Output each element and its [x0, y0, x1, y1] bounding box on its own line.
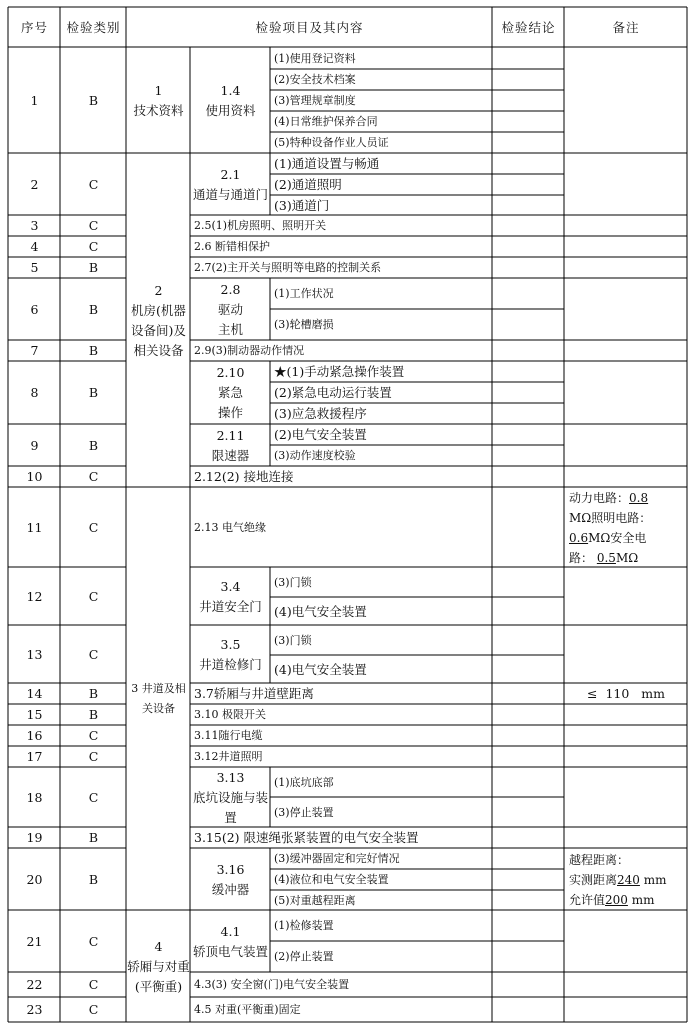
remark-value: 240: [617, 872, 640, 887]
item-r7: [191, 341, 495, 361]
header-remark-text: 备注: [612, 19, 640, 35]
header-conclusion: [493, 8, 564, 47]
remark-label: 路：: [569, 550, 594, 565]
subitem-i35_3-text: (3)门锁: [274, 633, 312, 647]
row-category: [61, 911, 126, 972]
row-category: [61, 705, 126, 725]
row-category-text: C: [88, 1002, 99, 1017]
row-category: [61, 849, 126, 910]
row-seq-text: 7: [30, 343, 39, 358]
row-category-text: B: [88, 385, 99, 400]
row-seq-text: 10: [26, 469, 43, 484]
row-category: [61, 973, 126, 997]
row-category-text: C: [88, 789, 99, 805]
subitem-i21_2: [271, 175, 495, 195]
header-conclusion-text: 检验结论: [501, 19, 556, 35]
row-category: [61, 425, 126, 466]
group-g14: [191, 48, 270, 153]
group-g211-text: 2.11 限速器: [211, 427, 250, 463]
row-category: [61, 279, 126, 340]
item-r23: [191, 998, 495, 1022]
group-g21-text: 2.1 通道与通道门: [192, 166, 268, 202]
subitem-i35_3: [271, 626, 495, 655]
row-category-text: B: [88, 686, 99, 701]
row-seq-text: 20: [26, 871, 43, 887]
remark-insulation: [565, 488, 691, 567]
subitem-i316_5-text: (5)对重越程距离: [274, 893, 356, 907]
subitem-i316_3-text: (3)缓冲器固定和完好情况: [274, 852, 400, 865]
item-r22: [191, 973, 495, 997]
row-seq: [9, 488, 60, 567]
row-seq: [9, 568, 60, 625]
row-seq: [9, 258, 60, 278]
subitem-i316_5: [271, 891, 495, 910]
subitem-i211_2-text: (2)电气安全装置: [274, 427, 367, 442]
subitem-i41_2-text: (2)停止装置: [274, 950, 334, 963]
item-r15: [191, 705, 495, 725]
row-seq: [9, 768, 60, 827]
item-r5: [191, 258, 495, 278]
section-hoistway: [127, 488, 190, 910]
group-g21: [191, 154, 270, 215]
item-r7-text: 2.9(3)制动器动作情况: [194, 344, 305, 357]
row-seq: [9, 849, 60, 910]
subitem-i316_3: [271, 849, 495, 869]
row-category-text: B: [88, 437, 99, 453]
row-seq-text: 8: [30, 385, 39, 400]
subitem-i313_3: [271, 798, 495, 827]
subitem-i14_5: [271, 133, 495, 153]
row-category-text: C: [88, 933, 99, 949]
subitem-i34_3-text: (3)门锁: [274, 575, 312, 589]
row-seq-text: 15: [26, 707, 43, 722]
row-category: [61, 467, 126, 487]
row-category-text: C: [88, 218, 99, 233]
remark-value: 0.5: [596, 550, 616, 565]
subitem-i210_2-text: (2)紧急电动运行装置: [274, 385, 392, 400]
subitem-i14_1-text: (1)使用登记资料: [274, 51, 356, 65]
row-category-text: C: [88, 176, 99, 192]
group-g313: [191, 768, 270, 827]
subitem-i210_3: [271, 404, 495, 424]
item-r22-text: 4.3(3) 安全窗(门)电气安全装置: [194, 978, 350, 991]
row-category-text: C: [88, 519, 99, 535]
remark-unit: mm: [631, 892, 655, 907]
section-machine-room: [127, 154, 190, 487]
row-seq: [9, 341, 60, 361]
subitem-i211_2: [271, 425, 495, 445]
group-g210: [191, 362, 270, 424]
remark-overtravel-text: [569, 850, 667, 910]
remark-value: 0.6: [569, 530, 589, 545]
row-category-text: B: [88, 92, 99, 108]
row-seq-text: 3: [30, 218, 39, 233]
remark-insulation-text: [569, 488, 651, 567]
row-category: [61, 726, 126, 746]
row-seq-text: 18: [26, 789, 43, 805]
section-car-counterweight-text: 4 轿厢与对重(平衡重): [127, 938, 190, 994]
group-g28-text: 2.8 驱动 主机: [217, 281, 243, 337]
item-r14-text: 3.7轿厢与井道壁距离: [194, 686, 314, 701]
remark-overtravel: [565, 849, 691, 910]
subitem-i34_4: [271, 598, 495, 625]
header-seq: [9, 8, 60, 47]
row-category-text: C: [88, 749, 99, 764]
subitem-i210_1-text: ★(1)手动紧急操作装置: [274, 364, 405, 379]
row-seq-text: 2: [30, 176, 39, 192]
row-category: [61, 488, 126, 567]
item-r5-text: 2.7(2)主开关与照明等电路的控制关系: [194, 261, 382, 274]
row-category-text: B: [88, 871, 99, 887]
group-g210-text: 2.10 紧急 操作: [216, 365, 245, 420]
group-g34-text: 3.4 井道安全门: [199, 578, 262, 614]
row-seq-text: 4: [30, 239, 39, 254]
row-seq: [9, 973, 60, 997]
group-g211: [191, 425, 270, 466]
row-seq-text: 17: [26, 749, 43, 764]
subitem-i211_3: [271, 446, 495, 466]
group-g35: [191, 626, 270, 683]
group-g41: [191, 911, 270, 972]
row-seq: [9, 626, 60, 683]
row-category-text: C: [88, 977, 99, 992]
remark-value: 200: [605, 892, 628, 907]
item-r15-text: 3.10 极限开关: [194, 708, 266, 721]
subitem-i14_3-text: (3)管理规章制度: [274, 94, 356, 107]
row-category: [61, 626, 126, 683]
row-category-text: C: [88, 588, 99, 604]
row-seq: [9, 911, 60, 972]
row-seq: [9, 828, 60, 848]
row-seq-text: 11: [26, 519, 43, 535]
remark-value: 110: [605, 686, 630, 701]
subitem-i210_2: [271, 383, 495, 403]
row-category-text: B: [88, 260, 99, 275]
remark-label: MΩ照明电路：: [569, 510, 652, 525]
row-seq-text: 1: [30, 92, 39, 108]
row-category: [61, 154, 126, 215]
subitem-i14_4-text: (4)日常维护保养合同: [274, 115, 378, 128]
row-seq-text: 14: [26, 686, 43, 701]
remark-value: 0.8: [629, 490, 649, 505]
row-seq: [9, 216, 60, 236]
row-seq-text: 21: [26, 933, 43, 949]
item-r11-text: 2.13 电气绝缘: [194, 520, 266, 534]
subitem-i21_3: [271, 196, 495, 215]
item-r17: [191, 747, 495, 767]
subitem-i41_2: [271, 942, 495, 972]
subitem-i14_4: [271, 112, 495, 132]
subitem-i14_2-text: (2)安全技术档案: [274, 73, 356, 86]
remark-label: 实测距离: [569, 872, 618, 887]
row-category: [61, 48, 126, 153]
section-hoistway-text: 3 井道及相关设备: [131, 682, 186, 715]
item-r4: [191, 237, 495, 257]
row-seq: [9, 154, 60, 215]
header-category: [61, 8, 126, 47]
item-r19-text: 3.15(2) 限速绳张紧装置的电气安全装置: [194, 830, 419, 845]
item-r19: [191, 828, 495, 848]
row-seq: [9, 705, 60, 725]
row-seq: [9, 684, 60, 704]
row-category: [61, 362, 126, 424]
row-category: [61, 684, 126, 704]
remark-symbol: ≤: [587, 686, 598, 701]
row-seq: [9, 726, 60, 746]
row-seq: [9, 48, 60, 153]
row-seq: [9, 425, 60, 466]
row-seq: [9, 362, 60, 424]
subitem-i21_1: [271, 154, 495, 174]
row-category: [61, 828, 126, 848]
item-r14: [191, 684, 495, 704]
subitem-i14_1: [271, 48, 495, 69]
row-seq-text: 19: [26, 830, 43, 845]
item-r11: [191, 488, 495, 567]
subitem-i28_3: [271, 310, 495, 340]
row-category: [61, 568, 126, 625]
subitem-i211_3-text: (3)动作速度校验: [274, 449, 356, 462]
subitem-i316_4-text: (4)液位和电气安全装置: [274, 873, 389, 886]
row-category: [61, 747, 126, 767]
row-category-text: C: [88, 469, 99, 484]
row-seq: [9, 467, 60, 487]
subitem-i210_1: [271, 362, 495, 382]
subitem-i21_2-text: (2)通道照明: [274, 177, 342, 192]
group-g316-text: 3.16 缓冲器: [211, 861, 250, 897]
group-g313-text: 3.13 底坑设施与装置: [192, 769, 268, 825]
subitem-i14_2: [271, 70, 495, 90]
subitem-i35_4-text: (4)电气安全装置: [274, 661, 367, 677]
item-r10-text: 2.12(2) 接地连接: [194, 469, 294, 484]
row-seq: [9, 237, 60, 257]
item-r4-text: 2.6 断错相保护: [194, 240, 270, 253]
group-g35-text: 3.5 井道检修门: [199, 636, 262, 672]
row-category: [61, 258, 126, 278]
header-category-text: 检验类别: [66, 19, 121, 35]
section-technical-data: [127, 48, 190, 153]
section-car-counterweight: [127, 911, 190, 1022]
subitem-i313_3-text: (3)停止装置: [274, 805, 334, 819]
subitem-i316_4: [271, 870, 495, 890]
remark-label: 动力电路：: [569, 490, 630, 505]
subitem-i21_1-text: (1)通道设置与畅通: [274, 156, 380, 171]
remark-label: 越程距离：: [569, 852, 630, 867]
subitem-i210_3-text: (3)应急救援程序: [274, 406, 367, 421]
remark-label: MΩ安全电: [588, 530, 647, 545]
remark-unit: mm: [643, 872, 667, 887]
row-seq-text: 22: [26, 977, 43, 992]
section-technical-data-text: 1 技术资料: [133, 82, 184, 118]
remark-label: 允许值: [569, 892, 606, 907]
row-category: [61, 998, 126, 1022]
item-r10: [191, 467, 495, 487]
row-seq-text: 16: [26, 728, 43, 743]
header-remark: [565, 8, 687, 47]
group-g316: [191, 849, 270, 910]
row-category-text: C: [88, 239, 99, 254]
row-category-text: B: [88, 707, 99, 722]
subitem-i35_4: [271, 656, 495, 683]
header-seq-text: 序号: [20, 19, 48, 35]
subitem-i14_3: [271, 91, 495, 111]
row-seq-text: 13: [26, 646, 43, 662]
remark-unit: mm: [641, 686, 665, 701]
row-category-text: B: [88, 343, 99, 358]
item-r23-text: 4.5 对重(平衡重)固定: [194, 1003, 301, 1016]
row-seq-text: 5: [30, 260, 39, 275]
group-g28: [191, 279, 270, 340]
row-category: [61, 768, 126, 827]
subitem-i41_1: [271, 911, 495, 941]
subitem-i34_3: [271, 568, 495, 597]
subitem-i313_1-text: (1)底坑底部: [274, 775, 334, 789]
row-seq: [9, 747, 60, 767]
item-r16: [191, 726, 495, 746]
subitem-i41_1-text: (1)检修装置: [274, 919, 334, 932]
group-g34: [191, 568, 270, 625]
row-category-text: C: [88, 728, 99, 743]
remark-unit: MΩ: [615, 550, 639, 565]
group-g41-text: 4.1 轿顶电气装置: [192, 923, 268, 959]
group-g14-text: 1.4 使用资料: [205, 82, 256, 118]
subitem-i34_4-text: (4)电气安全装置: [274, 603, 367, 619]
row-seq-text: 23: [26, 1002, 43, 1017]
subitem-i28_1: [271, 279, 495, 309]
row-category: [61, 341, 126, 361]
row-seq-text: 9: [30, 437, 39, 453]
row-category-text: B: [88, 301, 99, 317]
row-seq: [9, 998, 60, 1022]
subitem-i28_3-text: (3)轮槽磨损: [274, 318, 334, 331]
row-category: [61, 216, 126, 236]
subitem-i313_1: [271, 768, 495, 797]
item-r17-text: 3.12井道照明: [194, 750, 263, 763]
item-r3-text: 2.5(1)机房照明、照明开关: [194, 219, 327, 232]
row-seq-text: 12: [26, 588, 43, 604]
subitem-i14_5-text: (5)特种设备作业人员证: [274, 136, 389, 149]
row-category-text: C: [88, 646, 99, 662]
row-seq: [9, 279, 60, 340]
item-r3: [191, 216, 495, 236]
remark-clearance: [565, 684, 687, 704]
section-machine-room-text: 2 机房(机器设备间)及相关设备: [131, 282, 186, 358]
subitem-i21_3-text: (3)通道门: [274, 197, 330, 213]
subitem-i28_1-text: (1)工作状况: [274, 287, 334, 300]
item-r16-text: 3.11随行电缆: [194, 729, 263, 742]
header-items: [127, 8, 492, 47]
row-category: [61, 237, 126, 257]
header-items-text: 检验项目及其内容: [255, 19, 364, 35]
row-seq-text: 6: [30, 301, 39, 317]
row-category-text: B: [88, 830, 99, 845]
